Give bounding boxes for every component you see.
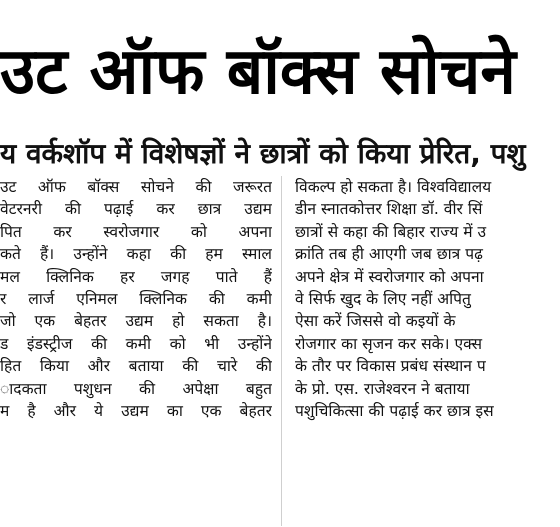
article-column-right [295, 176, 560, 422]
column-divider [281, 176, 282, 526]
text-line: ऐसा करें जिससे वो कइयों के [295, 312, 456, 331]
text-line: हित किया और बताया की चारे की [0, 357, 272, 376]
text-line: क्रांति तब ही आएगी जब छात्र पढ़ [295, 245, 483, 264]
text-line: कते हैं। उन्होंने कहा की हम स्माल [0, 245, 272, 264]
text-line: डीन स्नातकोत्तर शिक्षा डॉ. वीर सिं [295, 200, 483, 219]
text-line: ड इंडस्ट्रीज की कमी को भी उन्होंने [0, 334, 272, 353]
text-line: र लार्ज एनिमल क्लिनिक की कमी [0, 290, 272, 309]
text-line: पशुचिकित्सा की पढ़ाई कर छात्र इस [295, 402, 494, 421]
text-line: जो एक बेहतर उद्यम हो सकता है। [0, 312, 272, 331]
text-line: वे सिर्फ खुद के लिए नहीं अपितु [295, 290, 471, 309]
text-line: विकल्प हो सकता है। विश्वविद्यालय [295, 178, 492, 196]
text-line: मल क्लिनिक हर जगह पाते हैं [0, 267, 272, 286]
subheadline: य वर्कशॉप में विशेषज्ञों ने छात्रों को किया प्रेरित, पशु [0, 137, 526, 170]
text-line: वेटरनरी की पढ़ाई कर छात्र उद्यम [0, 200, 272, 219]
text-line: के प्रो. एस. राजेश्वरन ने बताया [295, 379, 470, 398]
article-column-left [0, 176, 272, 422]
text-line: म है और ये उद्यम का एक बेहतर [0, 402, 272, 421]
text-line: छात्रों से कहा की बिहार राज्य में उ [295, 222, 487, 241]
text-line: रोजगार का सृजन कर सके। एक्स [295, 334, 483, 353]
text-line: के तौर पर विकास प्रबंध संस्थान प [295, 357, 486, 376]
text-line: ादकता पशुधन की अपेक्षा बहुत [0, 379, 272, 398]
headline: उट ऑफ बॉक्स सोचने [0, 35, 516, 109]
text-line: पित कर स्वरोजगार को अपना [0, 222, 272, 241]
text-line: उट ऑफ बॉक्स सोचने की जरूरत [0, 178, 272, 196]
text-line: अपने क्षेत्र में स्वरोजगार को अपना [295, 267, 484, 286]
